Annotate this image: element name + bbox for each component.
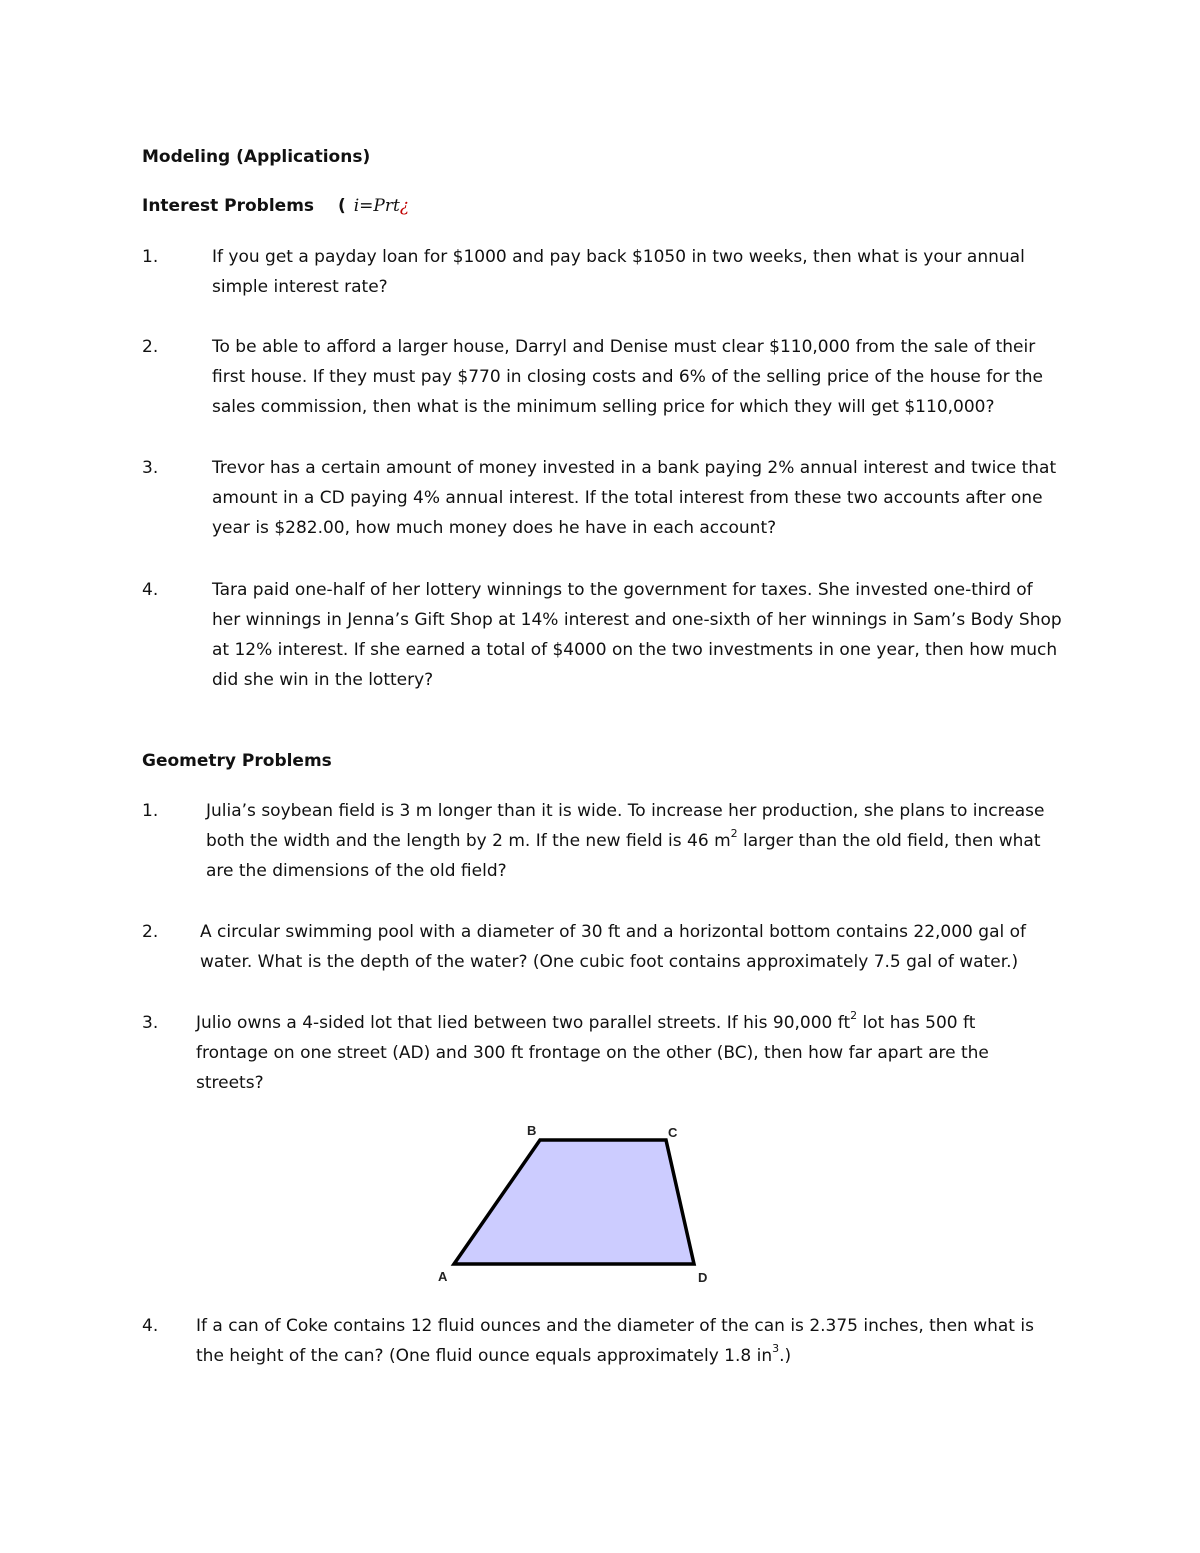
interest-heading-row: [142, 191, 409, 221]
vertex-label-b: B: [527, 1123, 537, 1138]
problem-number: 1.: [142, 247, 159, 267]
problem-number: 3.: [142, 1013, 159, 1033]
problem-number: 1.: [142, 801, 159, 821]
problem-text: A circular swimming pool with a diameter of 30 ft and a horizontal bottom contains 22,000 gal of water. What is the depth of the water? (One cubic foot contains approximately 7.5 gal of water.): [200, 922, 1026, 972]
vertex-label-d: D: [698, 1270, 708, 1285]
problem-number: 2.: [142, 922, 159, 942]
problem-text: Trevor has a certain amount of money invested in a bank paying 2% annual interest and twice that amount in a CD paying 4% annual interest. If the total interest from these two accounts after one year is $282.00, how much money does he have in each account?: [212, 458, 1057, 538]
problem-text: Julio owns a 4-sided lot that lied between two parallel streets. If his 90,000 $ft^2$ lot has 500 ft frontage on one street (AD) and 300 ft frontage on the other (BC), then how far apart are the streets?: [196, 1009, 989, 1093]
problem-text: Julia’s soybean field is 3 m longer than it is wide. To increase her production, she plans to increase both the width and the length by 2 m. If the new field is 46 $m^2$ larger than the old field, then what are the dimensions of the old field?: [206, 801, 1045, 881]
problem-text: If you get a payday loan for $1000 and pay back $1050 in two weeks, then what is your annual simple interest rate?: [212, 247, 1025, 297]
problem-number: 4.: [142, 580, 159, 600]
page-title: Modeling (Applications): [142, 147, 371, 167]
problem-text: If a can of Coke contains 12 fluid ounces and the diameter of the can is 2.375 inches, then what is the height of the can? (One fluid ounce equals approximately 1.8 $in^3$.): [196, 1316, 1034, 1366]
problem-text: To be able to afford a larger house, Darryl and Denise must clear $110,000 from the sale of their first house. If they must pay $770 in closing costs and 6% of the selling price of the house for the sales commission, then what is the minimum selling price for which they will get $110,000?: [212, 337, 1043, 417]
trapezoid-diagram: [430, 1118, 720, 1288]
problem-number: 2.: [142, 337, 159, 357]
problem-number: 3.: [142, 458, 159, 478]
vertex-label-a: A: [438, 1269, 448, 1284]
geometry-heading: Geometry Problems: [142, 751, 332, 771]
problem-number: 4.: [142, 1316, 159, 1336]
problem-text: Tara paid one-half of her lottery winnings to the government for taxes. She invested one-third of her winnings in Jenna’s Gift Shop at 14% interest and one-sixth of her winnings in Sam’s Body Shop at 12% interest. If she earned a total of $4000 on the two investments in one year, then how much did she win in the lottery?: [212, 580, 1062, 690]
interest-heading: Interest Problems: [142, 196, 315, 216]
trapezoid-lot: [454, 1140, 694, 1264]
vertex-label-c: C: [668, 1125, 678, 1140]
interest-formula: ( i=Prt¿: [337, 196, 409, 216]
